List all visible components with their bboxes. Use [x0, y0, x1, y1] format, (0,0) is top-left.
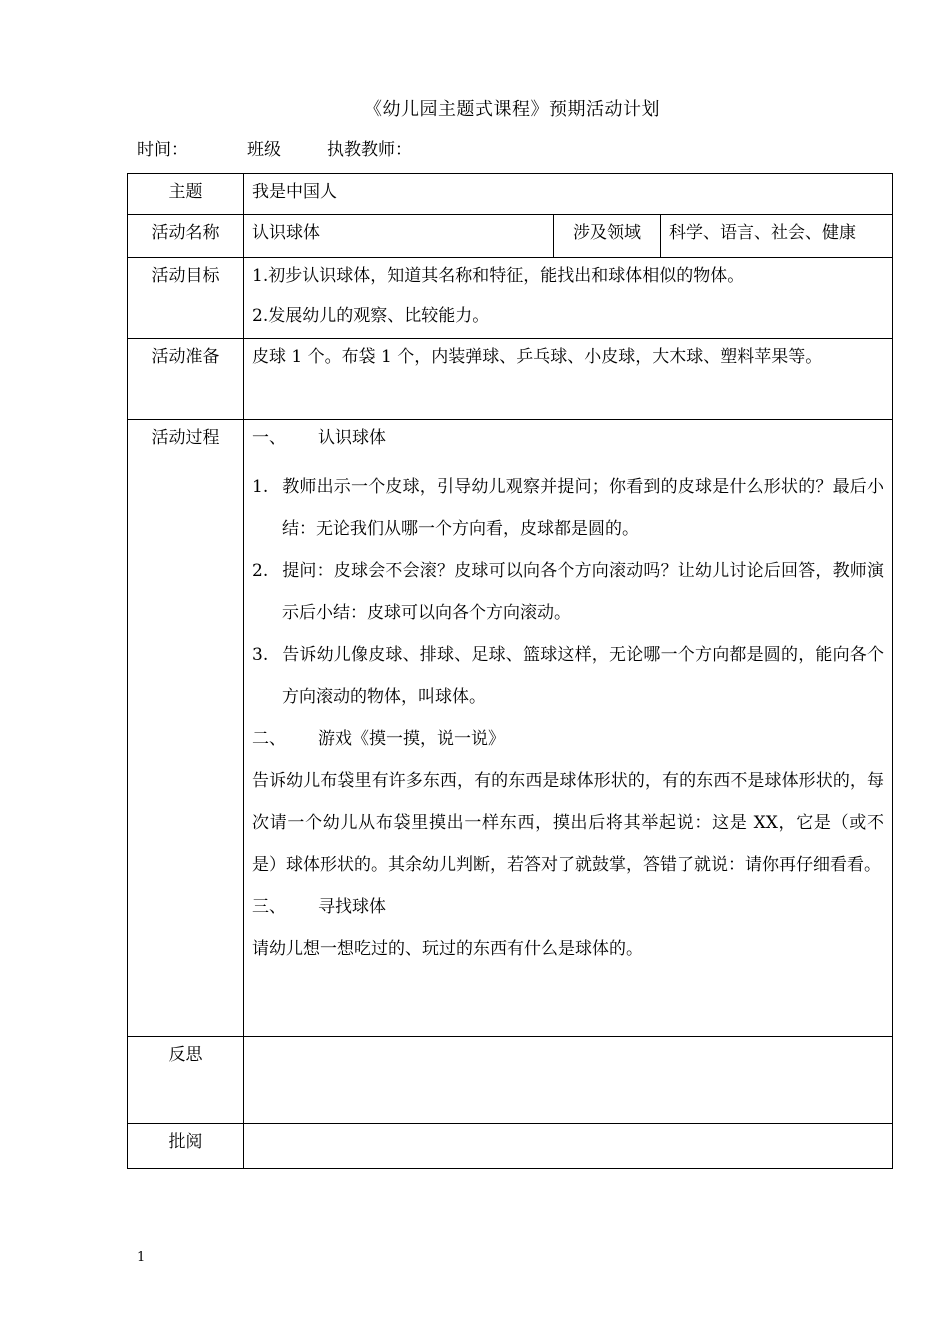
- section-number: 一、: [252, 428, 286, 448]
- theme-value: 我是中国人: [244, 174, 893, 215]
- reflection-value: [244, 1037, 893, 1124]
- row-reflection: [128, 1037, 893, 1124]
- section-heading: [252, 424, 884, 452]
- row-review: [128, 1124, 893, 1169]
- section-title: 游戏《摸一摸，说一说》: [318, 729, 505, 749]
- section-paragraph: 告诉幼儿布袋里有许多东西，有的东西是球体形状的，有的东西不是球体形状的，每次请一个幼儿从布袋里摸出一样东西，摸出后将其举起说：这是 XX，它是（或不是）球体形状的。其余幼儿判断，若答对了就鼓掌，答错了就说：请你再仔细看看。: [252, 771, 884, 875]
- review-label: 批阅: [128, 1124, 244, 1169]
- reflection-label: 反思: [128, 1037, 244, 1124]
- goal-item: 1.初步认识球体，知道其名称和特征，能找出和球体相似的物体。: [252, 266, 745, 286]
- section-paragraph: 请幼儿想一想吃过的、玩过的东西有什么是球体的。: [252, 939, 643, 959]
- domain-label: 涉及领域: [554, 215, 661, 258]
- meta-line: [137, 135, 412, 160]
- process-step: [252, 466, 884, 550]
- page-number: 1: [137, 1250, 146, 1265]
- prep-label: 活动准备: [128, 339, 244, 420]
- process-label: 活动过程: [128, 420, 244, 1037]
- section-heading: [252, 886, 884, 928]
- section-heading: [252, 718, 884, 760]
- step-text: 教师出示一个皮球，引导幼儿观察并提问；你看到的皮球是什么形状的？最后小结：无论我们从哪一个方向看，皮球都是圆的。: [282, 477, 884, 539]
- process-content: [244, 420, 893, 1037]
- goal-label: 活动目标: [128, 258, 244, 339]
- domain-value: 科学、语言、社会、健康: [661, 215, 893, 258]
- class-label: 班级: [247, 140, 281, 160]
- section-number: 二、: [252, 729, 286, 749]
- row-process: [128, 420, 893, 1037]
- goal-content: [244, 258, 893, 339]
- row-goals: [128, 258, 893, 339]
- process-step: [252, 550, 884, 634]
- process-step: [252, 634, 884, 718]
- row-preparation: [128, 339, 893, 420]
- row-theme: [128, 174, 893, 215]
- activity-plan-table: [127, 173, 893, 1169]
- step-number: 1.: [252, 477, 269, 497]
- step-number: 2.: [252, 561, 269, 581]
- time-label: 时间：: [137, 140, 188, 160]
- activity-name-label: 活动名称: [128, 215, 244, 258]
- review-value: [244, 1124, 893, 1169]
- section-title: 寻找球体: [318, 897, 386, 917]
- row-activity-name: [128, 215, 893, 258]
- document-title: 《幼儿园主题式课程》预期活动计划: [364, 99, 660, 120]
- section-number: 三、: [252, 897, 286, 917]
- prep-value: 皮球 1 个。布袋 1 个，内装弹球、乒乓球、小皮球，大木球、塑料苹果等。: [244, 339, 893, 420]
- activity-name-value: 认识球体: [244, 215, 554, 258]
- theme-label: 主题: [128, 174, 244, 215]
- section-title: 认识球体: [318, 428, 386, 448]
- teacher-label: 执教教师：: [327, 140, 412, 160]
- step-number: 3.: [252, 645, 269, 665]
- goal-item: 2.发展幼儿的观察、比较能力。: [252, 306, 490, 326]
- step-text: 提问：皮球会不会滚？皮球可以向各个方向滚动吗？让幼儿讨论后回答，教师演示后小结：皮球可以向各个方向滚动。: [282, 561, 884, 623]
- step-text: 告诉幼儿像皮球、排球、足球、篮球这样，无论哪一个方向都是圆的，能向各个方向滚动的物体，叫球体。: [282, 645, 884, 707]
